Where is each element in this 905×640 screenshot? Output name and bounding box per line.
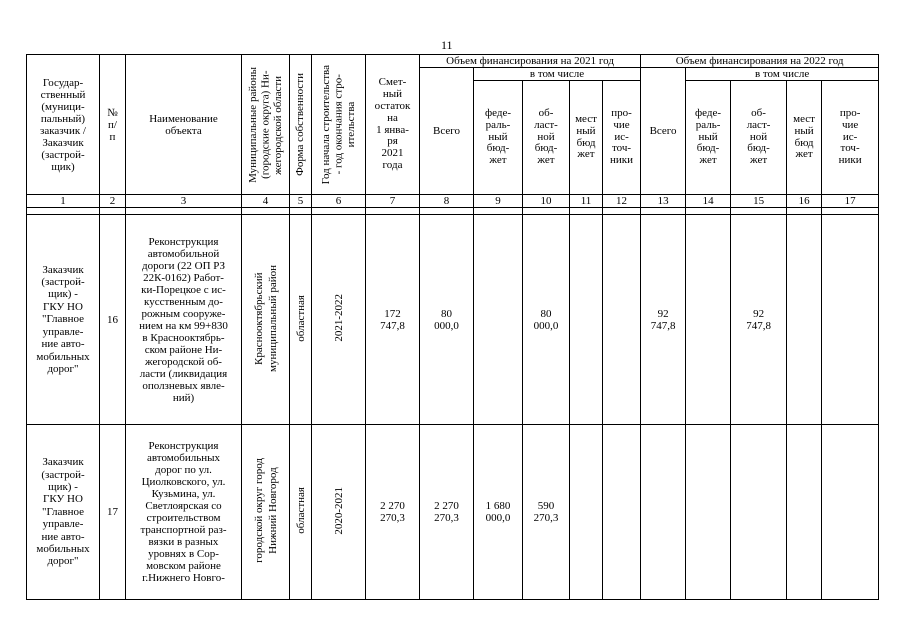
- row-local-2021: [570, 425, 603, 600]
- header-federal-2021: феде- раль- ный бюд- жет: [474, 81, 523, 195]
- col-number: 8: [420, 195, 474, 208]
- row-federal-2021: 1 680 000,0: [474, 425, 523, 600]
- row-district: [242, 215, 290, 425]
- row-federal-2022: [686, 425, 731, 600]
- header-local-2022: мест ный бюд жет: [787, 81, 822, 195]
- header-total-2021: Всего: [420, 68, 474, 195]
- row-local-2022: [787, 215, 822, 425]
- col-number: 14: [686, 195, 731, 208]
- header-total-2022: Всего: [641, 68, 686, 195]
- row-ownership-text: областная: [294, 487, 307, 534]
- header-regional-2021: об- ласт- ной бюд- жет: [523, 81, 570, 195]
- col-number: 12: [603, 195, 641, 208]
- row-regional-2022: 92 747,8: [731, 215, 787, 425]
- header-district: [242, 55, 290, 195]
- row-object-name: Реконструкция автомобильной дороги (22 ОП РЗ 22К-0162) Работ- ки-Порецкое с ис- кусственным до- рожным сооруже- нием на км 99+830 в Краснооктябрь- ском районе Ни- жегородской об- ласти (ликвидация оползневых явле- ний): [126, 215, 242, 425]
- row-other-2021: [603, 215, 641, 425]
- financing-table: [26, 54, 879, 600]
- col-number: 17: [822, 195, 879, 208]
- row-num: 16: [100, 215, 126, 425]
- row-balance: 2 270 270,3: [366, 425, 420, 600]
- col-number: 16: [787, 195, 822, 208]
- header-ownership: [290, 55, 312, 195]
- row-regional-2021: 80 000,0: [523, 215, 570, 425]
- row-years-text: 2021-2022: [332, 294, 345, 342]
- col-number: 5: [290, 195, 312, 208]
- row-district: [242, 425, 290, 600]
- header-name: Наименование объекта: [126, 55, 242, 195]
- header-num: № п/ п: [100, 55, 126, 195]
- row-federal-2022: [686, 215, 731, 425]
- col-number: 15: [731, 195, 787, 208]
- header-district-text: Муниципальные районы (городские округа) Ни- жегородской области: [246, 66, 284, 183]
- row-local-2021: [570, 215, 603, 425]
- col-number: 10: [523, 195, 570, 208]
- row-other-2022: [822, 215, 879, 425]
- row-federal-2021: [474, 215, 523, 425]
- row-customer: Заказчик (застрой- щик) - ГКУ НО "Главное управле- ние авто- мобильных дорог": [27, 425, 100, 600]
- row-regional-2022: [731, 425, 787, 600]
- header-fin-2022: Объем финансирования на 2022 год: [641, 55, 879, 68]
- row-regional-2021: 590 270,3: [523, 425, 570, 600]
- spacer-row: [27, 208, 879, 215]
- row-total-2022: 92 747,8: [641, 215, 686, 425]
- header-row-1: [27, 55, 879, 68]
- header-years: [312, 55, 366, 195]
- row-total-2022: [641, 425, 686, 600]
- col-number: 4: [242, 195, 290, 208]
- column-number-row: [27, 195, 879, 208]
- row-district-text: городской округ город Нижний Новгород: [252, 458, 279, 563]
- row-district-text: Краснооктябрьский муниципальный район: [252, 264, 279, 372]
- header-incl-2021: в том числе: [474, 68, 641, 81]
- header-other-2021: про- чие ис- точ- ники: [603, 81, 641, 195]
- header-fin-2021: Объем финансирования на 2021 год: [420, 55, 641, 68]
- col-number: 9: [474, 195, 523, 208]
- row-customer: Заказчик (застрой- щик) - ГКУ НО "Главное управле- ние авто- мобильных дорог": [27, 215, 100, 425]
- row-local-2022: [787, 425, 822, 600]
- row-num: 17: [100, 425, 126, 600]
- col-number: 1: [27, 195, 100, 208]
- table-row: [27, 425, 879, 600]
- col-number: 2: [100, 195, 126, 208]
- header-other-2022: про- чие ис- точ- ники: [822, 81, 879, 195]
- row-years-text: 2020-2021: [332, 486, 345, 535]
- header-ownership-text: Форма собственности: [294, 73, 307, 176]
- col-number: 11: [570, 195, 603, 208]
- row-ownership-text: областная: [294, 294, 307, 342]
- row-balance: 172 747,8: [366, 215, 420, 425]
- header-federal-2022: феде- раль- ный бюд- жет: [686, 81, 731, 195]
- row-ownership: [290, 215, 312, 425]
- row-object-name: Реконструкция автомобильных дорог по ул. Циолковского, ул. Кузьмина, ул. Светлоярская со строительством транспортной раз- вязки в разных уровнях в Сор- мовском районе г.Нижнего Новго-: [126, 425, 242, 600]
- header-customer: Государ- ственный (муници- пальный) заказчик / Заказчик (застрой- щик): [27, 55, 100, 195]
- col-number: 6: [312, 195, 366, 208]
- page-number: 11: [441, 38, 453, 52]
- header-local-2021: мест ный бюд жет: [570, 81, 603, 195]
- col-number: 7: [366, 195, 420, 208]
- row-years: [312, 425, 366, 600]
- col-number: 3: [126, 195, 242, 208]
- header-years-text: Год начала строительства - год окончания стро- ительства: [319, 64, 357, 185]
- row-total-2021: 80 000,0: [420, 215, 474, 425]
- row-other-2022: [822, 425, 879, 600]
- header-regional-2022: об- ласт- ной бюд- жет: [731, 81, 787, 195]
- header-incl-2022: в том числе: [686, 68, 879, 81]
- header-balance: Смет- ный остаток на 1 янва- ря 2021 года: [366, 55, 420, 195]
- row-ownership: [290, 425, 312, 600]
- table-row: [27, 215, 879, 425]
- row-years: [312, 215, 366, 425]
- row-total-2021: 2 270 270,3: [420, 425, 474, 600]
- row-other-2021: [603, 425, 641, 600]
- col-number: 13: [641, 195, 686, 208]
